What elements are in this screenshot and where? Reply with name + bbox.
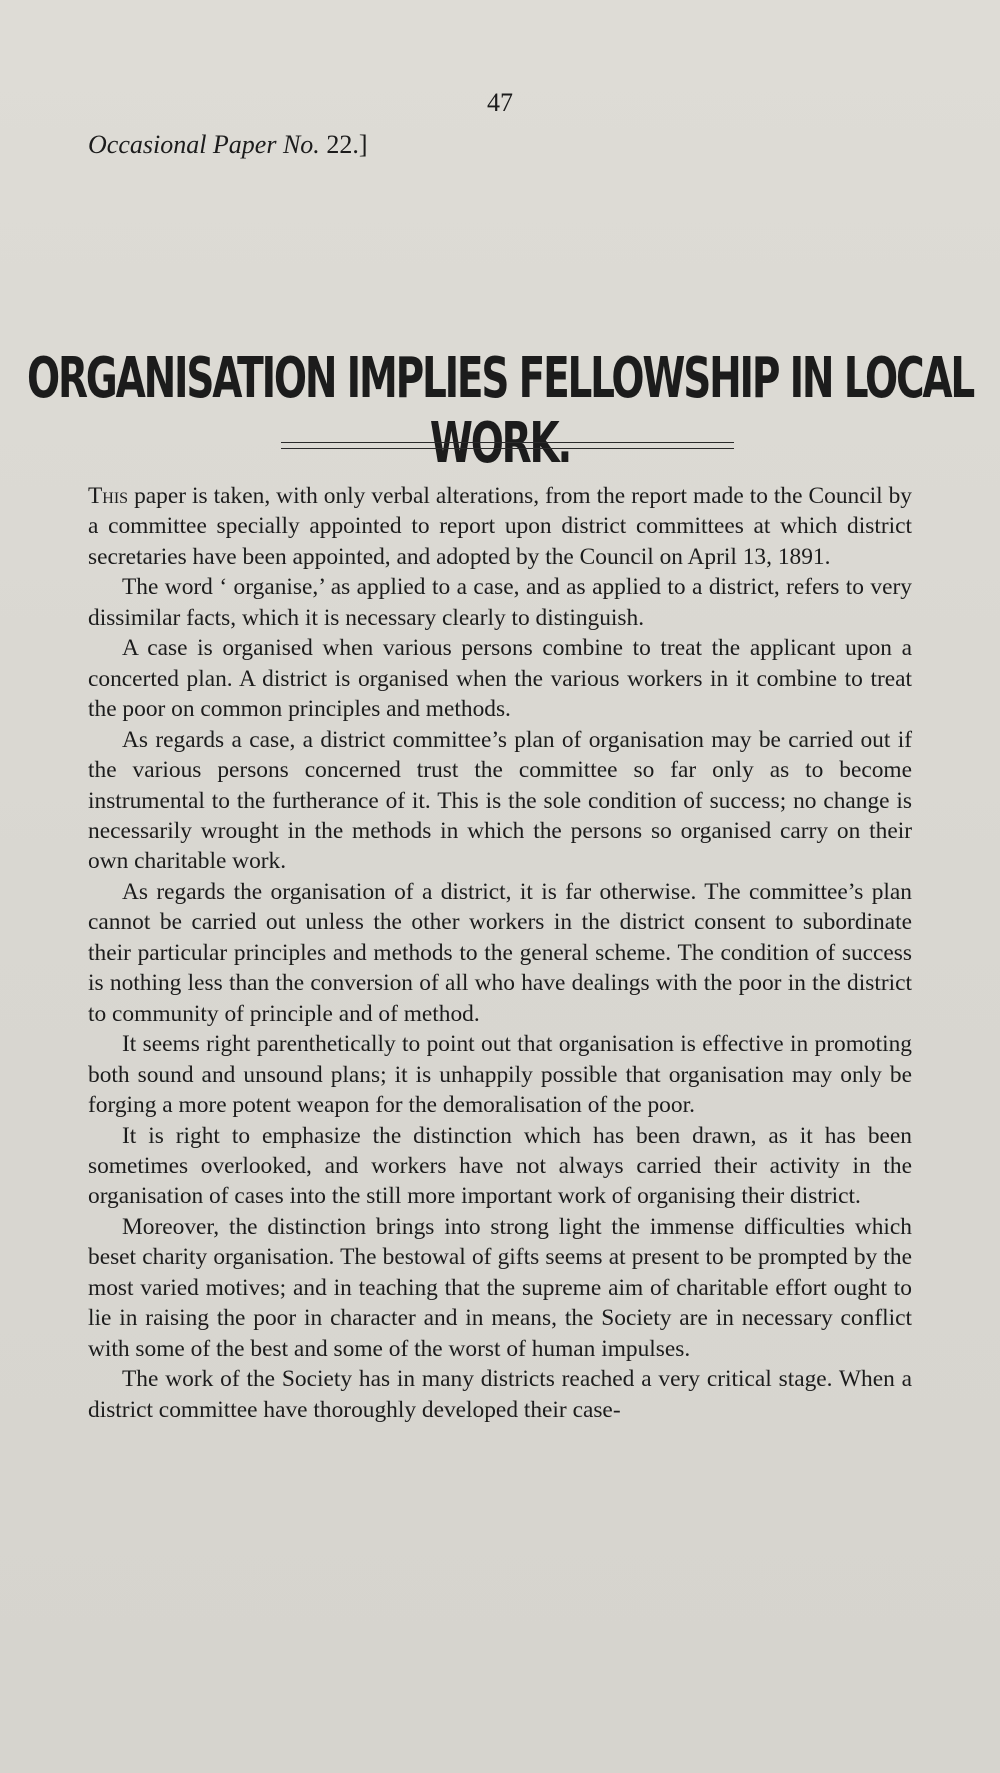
body-paragraph-3: A case is organised when various persons combine to treat the applicant upon a concerted plan. A district is organised when the various workers in it combine to treat the poor on common principles and methods. bbox=[88, 635, 912, 723]
body-paragraph-4: As regards a case, a district committee’s plan of organisation may be carried out if the various persons concerned trust the committee so far only as to become instrumental to the furtherance of it. This is the sole condition of success; no change is necessarily wrought in the methods in which the persons so organised carry on their own charitable work. bbox=[88, 726, 912, 875]
lead-word: This bbox=[88, 483, 129, 509]
body-paragraph-2: The word ‘ organise,’ as applied to a case, and as applied to a district, refers to very dissimilar facts, which it is necessary clearly to distinguish. bbox=[88, 574, 912, 631]
body-paragraph-9: The work of the Society has in many districts reached a very critical stage. When a district committee have thoroughly developed their case- bbox=[88, 1366, 912, 1423]
page-number: 47 bbox=[487, 88, 513, 117]
series-number: 22.] bbox=[326, 130, 368, 159]
body-paragraph-8: Moreover, the distinction brings into strong light the immense difficulties which beset charity organisation. The bestowal of gifts seems at present to be prompted by the most varied motives; and in teaching that the supreme aim of charitable effort ought to lie in raising the poor in character and in means, the Society are in necessary conflict with some of the best and some of the worst of human impulses. bbox=[88, 1213, 912, 1362]
series-note bbox=[88, 130, 367, 160]
headline-double-rule bbox=[281, 442, 734, 449]
series-label: Occasional Paper No. bbox=[88, 130, 320, 159]
lead-paragraph-text: paper is taken, with only verbal alterations, from the report made to the Council by a committee specially appointed to report upon district committees at which district secretaries have been appointed, and adopted by the Council on April 13, 1891. bbox=[88, 483, 912, 570]
body-paragraph-1 bbox=[88, 481, 912, 572]
body-paragraph-6: It seems right parenthetically to point out that organisation is effective in promoting both sound and unsound plans; it is unhappily possible that organisation may only be forging a more potent weapon for the demoralisation of the poor. bbox=[88, 1031, 912, 1119]
body-paragraph-5: As regards the organisation of a district, it is far otherwise. The committee’s plan cannot be carried out unless the other workers in the district consent to subordinate their particular principles and methods to the general scheme. The condition of success is nothing less than the conversion of all who have dealings with the poor in the district to community of principle and of method. bbox=[88, 878, 912, 1027]
article-headline: ORGANISATION IMPLIES FELLOWSHIP IN LOCAL WORK. bbox=[27, 346, 973, 477]
body-paragraph-7: It is right to emphasize the distinction which has been drawn, as it has been sometimes overlooked, and workers have not always carried their activity in the organisation of cases into the still more important work of organising their district. bbox=[88, 1122, 912, 1210]
article-body bbox=[88, 481, 912, 1425]
